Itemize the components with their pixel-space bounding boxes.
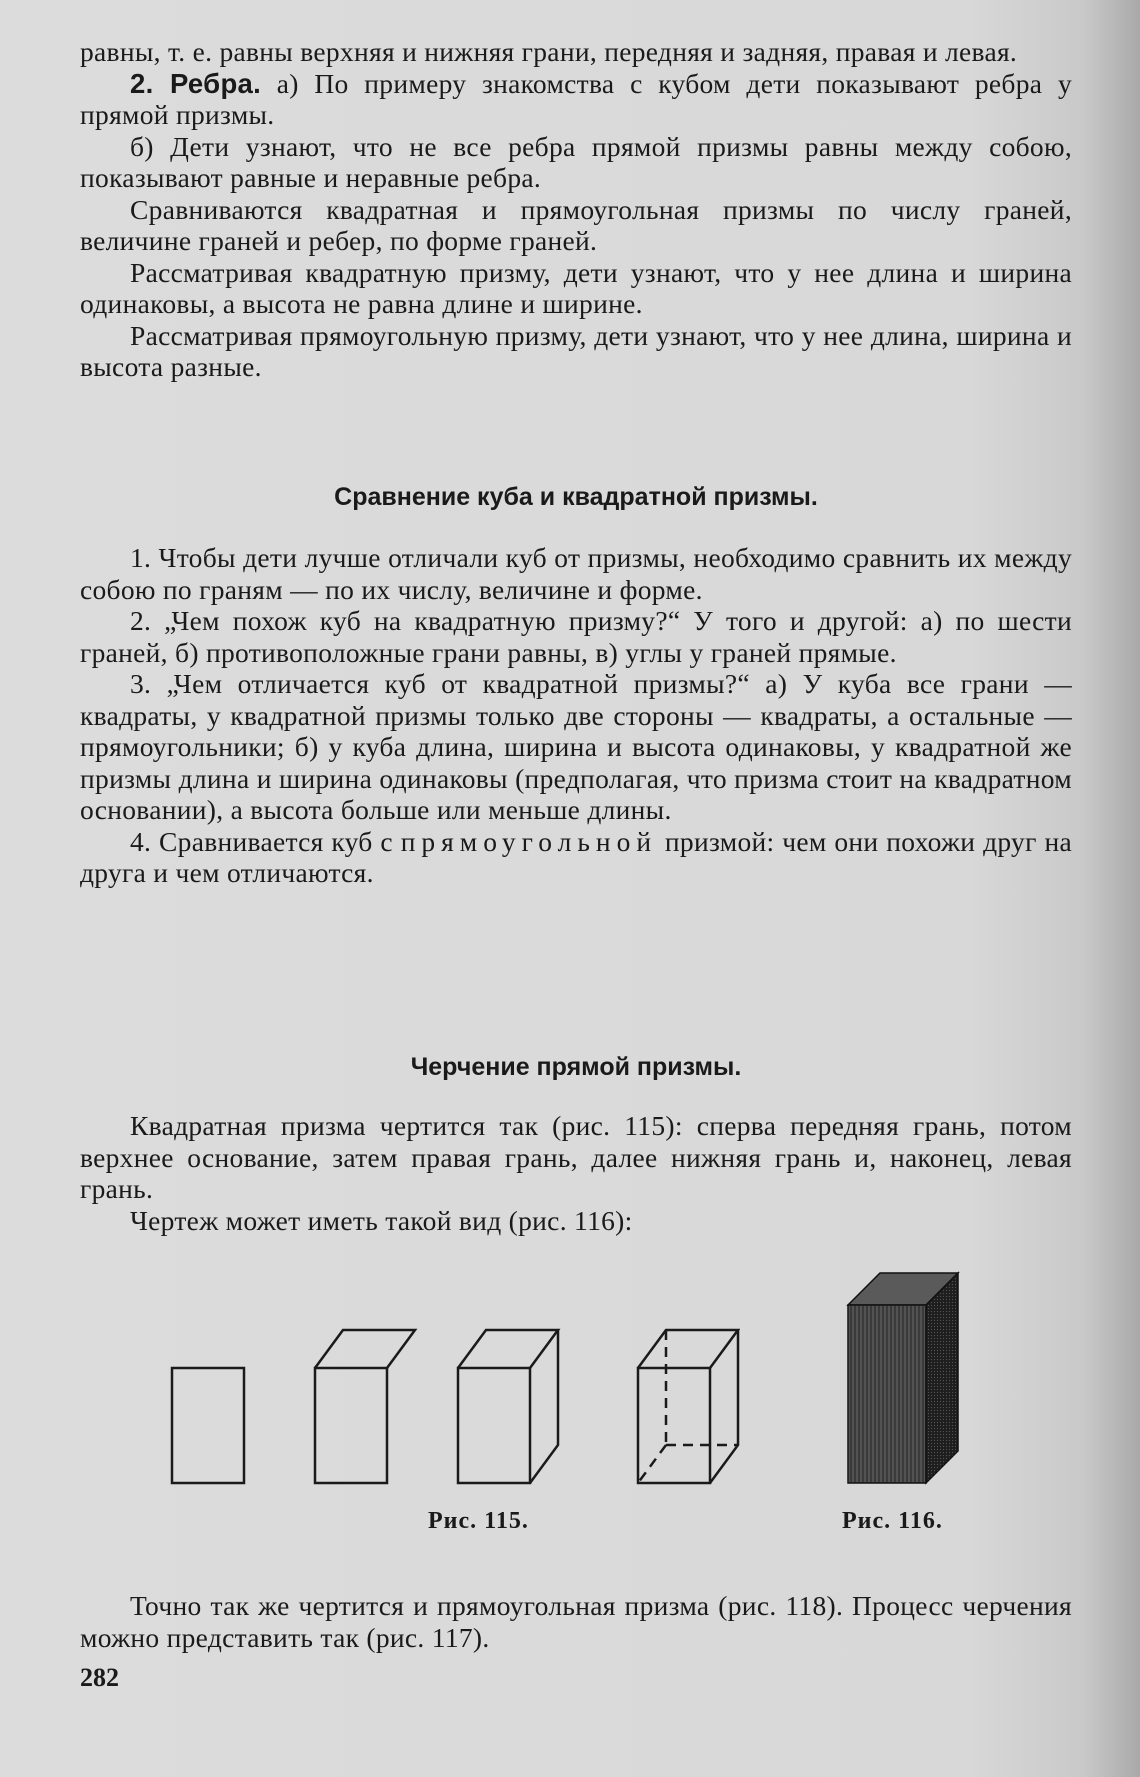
paragraph-item-4: 4. Сравнивается куб с прямоугольной призмой: чем они похожи друг на друга и чем отличаются. xyxy=(80,825,1072,888)
paragraph-edges: 2. Ребра. а) По примеру знакомства с кубом дети показывают ребра у прямой призмы. xyxy=(80,67,1073,130)
prism-right-face xyxy=(926,1273,958,1483)
step-front-face xyxy=(172,1368,244,1483)
heading-cube-vs-prism: Сравнение куба и квадратной призмы. xyxy=(334,483,818,511)
text-block-drawing xyxy=(80,1110,1072,1236)
paragraph-rect-prism: Рассматривая прямоугольную призму, дети узнают, что у нее длина, ширина и высота разные. xyxy=(80,319,1072,382)
paragraph-item-2: 2. „Чем похож куб на квадратную призму?“ У того и другой: а) по шести граней, б) противоположные грани равны, в) углы у граней прямые. xyxy=(80,605,1072,668)
page-number: 282 xyxy=(80,1663,119,1692)
paragraph-rect-prism-drawing: Точно так же чертится и прямоугольная призма (рис. 118). Процесс черчения можно представить так (рис. 117). xyxy=(80,1590,1072,1653)
paragraph-item-3: 3. „Чем отличается куб от квадратной призмы?“ а) У куба все грани — квадраты, у квадратной призмы только две стороны — квадраты, а остальные — прямоугольники; б) у куба длина, ширина и высота одинаковы, у квадратной же призмы длина и ширина одинаковы (предполагая, что призма стоит на квадратном основании), а высота больше или меньше длины. xyxy=(80,668,1072,825)
paragraph-item-1: 1. Чтобы дети лучше отличали куб от призмы, необходимо сравнить их между собою по граням — по их числу, величине и форме. xyxy=(80,542,1072,605)
paragraph-square-prism: Рассматривая квадратную призму, дети узнают, что у нее длина и ширина одинаковы, а высота не равна длине и ширине. xyxy=(80,256,1072,319)
step-hidden-edges xyxy=(638,1330,738,1483)
edges-label: 2. Ребра. xyxy=(130,67,262,99)
text-block-edges xyxy=(80,36,1072,383)
text-block-comparison xyxy=(80,542,1072,889)
paragraph-compare-prisms: Сравниваются квадратная и прямоугольная призмы по числу граней, величине граней и ребер, по форме граней. xyxy=(80,193,1072,256)
paragraph-unequal-edges: б) Дети узнают, что не все ребра прямой призмы равны между собою, показывают равные и неравные ребра. xyxy=(80,130,1072,193)
caption-figure-115: Рис. 115. xyxy=(428,1508,529,1534)
heading-drawing-prism: Черчение прямой призмы. xyxy=(410,1053,742,1081)
caption-figure-116: Рис. 116. xyxy=(842,1508,943,1534)
step-top-face xyxy=(315,1330,415,1483)
text-block-rect-prism-drawing xyxy=(80,1590,1072,1653)
paragraph-drawing-steps: Квадратная призма чертится так (рис. 115): сперва передняя грань, потом верхнее основание, затем правая грань, далее нижняя грань и, наконец, левая грань. xyxy=(80,1110,1072,1204)
paragraph-continuation: равны, т. е. равны верхняя и нижняя грани, передняя и задняя, правая и левая. xyxy=(80,36,1018,67)
step-right-face xyxy=(458,1330,558,1483)
prism-front-face xyxy=(848,1305,926,1483)
figure-115-drawing-steps xyxy=(160,1310,740,1490)
figure-116-shaded-prism xyxy=(840,1265,960,1485)
paragraph-drawing-result: Чертеж может иметь такой вид (рис. 116): xyxy=(130,1204,633,1236)
